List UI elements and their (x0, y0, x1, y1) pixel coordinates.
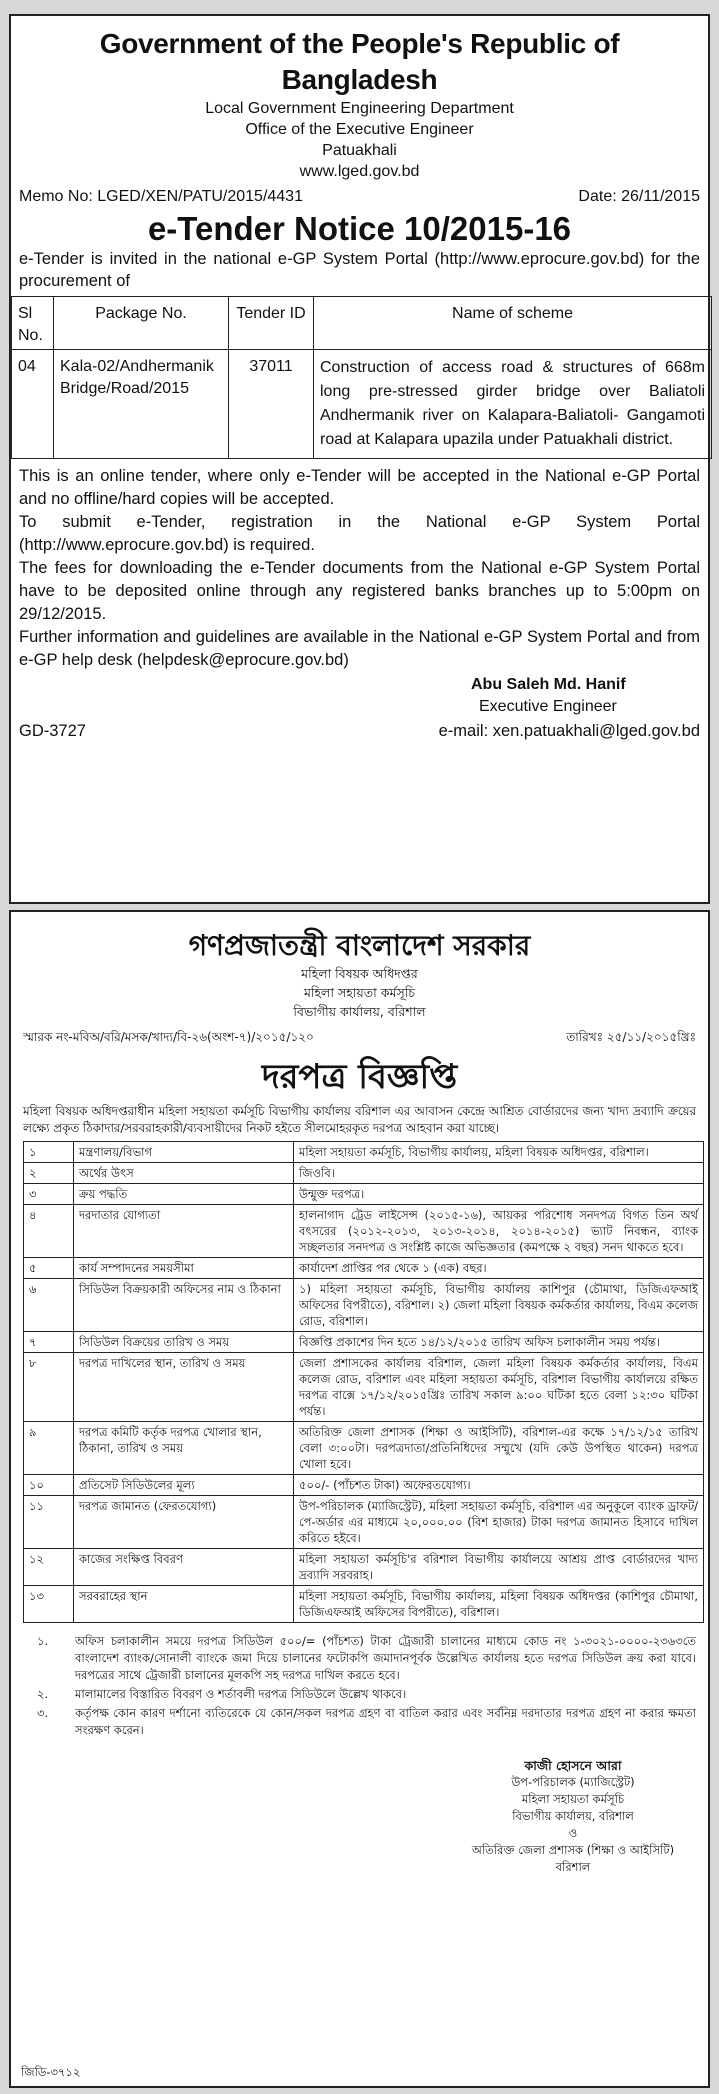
table-row (24, 1142, 704, 1163)
row-label: কার্য সম্পাদনের সময়সীমা (74, 1258, 294, 1279)
english-tender-notice (9, 14, 710, 904)
row-value: মহিলা সহায়তা কর্মসূচি, বিভাগীয় কার্যালয়, মহিলা বিষয়ক অধিদপ্তর (কাশিপুর চৌমাথা, ডিজিএফআই অফিসের বিপরীতে), বরিশাল। (294, 1586, 704, 1623)
row-label: প্রতিসেট সিডিউলের মূল্য (74, 1475, 294, 1496)
table-row (24, 1258, 704, 1279)
row-value: অতিরিক্ত জেলা প্রশাসক (শিক্ষা ও আইসিটি), বরিশাল-এর কক্ষে ১৭/১২/১৫ তারিখ বেলা ৩:০০টা। দরপত্রদাতা/প্রতিনিধিদের সম্মুখে (যদি কেউ উপস্থিত থাকেন) দরপত্র খোলা হবে। (294, 1422, 704, 1475)
notice-title: e-Tender Notice 10/2015-16 (147, 210, 572, 247)
header-sl: Sl No. (12, 297, 54, 350)
bn-adc: অতিরিক্ত জেলা প্রশাসক (শিক্ষা ও আইসিটি) (471, 1843, 675, 1857)
tender-table (11, 296, 712, 459)
row-value: মহিলা সহায়তা কর্মসূচি'র বরিশাল বিভাগীয় কার্যালয়ে আশ্রয় প্রাপ্ত বোর্ডারদের খাদ্য দ্রব্যাদি সরবরাহ। (294, 1549, 704, 1586)
memo-date: Date: 26/11/2015 (578, 188, 700, 205)
bn-program: মহিলা সহায়তা কর্মসূচি (303, 985, 416, 1000)
note-text: মালামালের বিস্তারিত বিবরণ ও শর্তাবলী দরপত্র সিডিউলে উল্লেখ থাকবে। (75, 1687, 407, 1701)
website: www.lged.gov.bd (299, 163, 420, 180)
row-label: দরপত্র দাখিলের স্থান, তারিখ ও সময় (74, 1353, 294, 1422)
row-number: ৭ (24, 1332, 74, 1353)
table-row (24, 1279, 704, 1332)
row-label: দরপত্র জামানত (ফেরতযোগ্য) (74, 1496, 294, 1549)
note-text: অফিস চলাকালীন সময়ে দরপত্র সিডিউল ৫০০/= (পাঁচশত) টাকা ট্রেজারী চালানের মাধ্যমে কোড নং ১-৩০২১-০০০০-২৩৬৩তে বাংলাদেশ ব্যাংক/সোনালী ব্যাংকে জমা দিয়ে চালানের ফটোকপি জমাদানপূর্বক উল্লেখিত কার্যালয় হতে দরপত্র সিডিউল ক্রয় করা যাবে। দরপত্রের সাথে ট্রেজারী চালানের মূলকপি সহ দরপত্র দাখিল করতে হবে। (75, 1634, 696, 1682)
bn-intro-text: মহিলা বিষয়ক অধিদপ্তরাধীন মহিলা সহায়তা কর্মসূচি বিভাগীয় কার্যালয় বরিশাল এর আবাসন কেন্দ্রে আশ্রিত বোর্ডারদের জন্য খাদ্য দ্রব্যাদি ক্রয়ের লক্ষ্যে প্রকৃত ঠিকাদার/সরবরাহকারী/ব্যবসায়ীদের নিকট হইতে সীলমোহরকৃত দরপত্র আহবান করা যাচ্ছে। (23, 1104, 696, 1135)
bn-and: ও (568, 1826, 578, 1840)
signer-name: Abu Saleh Md. Hanif (471, 676, 626, 693)
row-number: ১০ (24, 1475, 74, 1496)
row-number: ৫ (24, 1258, 74, 1279)
row-label: দরপত্র কমিটি কর্তৃক দরপত্র খোলার স্থান, ঠিকানা, তারিখ ও সময় (74, 1422, 294, 1475)
row-number: ১২ (24, 1549, 74, 1586)
signature-block (471, 674, 700, 718)
row-sl: 04 (12, 350, 54, 459)
bn-signer-program: মহিলা সহায়তা কর্মসূচি (521, 1792, 625, 1806)
department-name: Local Government Engineering Department (205, 100, 514, 117)
row-label: ক্রয় পদ্ধতি (74, 1184, 294, 1205)
row-value: জিওবি। (294, 1163, 704, 1184)
table-row (24, 1163, 704, 1184)
row-label: সরবরাহের স্থান (74, 1586, 294, 1623)
note-text: কর্তৃপক্ষ কোন কারণ দর্শানো ব্যতিরেকে যে কোন/সকল দরপত্র গ্রহণ বা বাতিল করার এবং সর্বনিম্ন দরদাতার দরপত্র গ্রহণ না করার ক্ষমতা সংরক্ষণ করেন। (75, 1706, 696, 1737)
list-item (23, 1705, 696, 1739)
bn-signer-office: বিভাগীয় কার্যালয়, বরিশাল (512, 1809, 634, 1823)
row-value: কার্যাদেশ প্রাপ্তির পর থেকে ১ (এক) বছর। (294, 1258, 704, 1279)
row-value: ১) মহিলা সহায়তা কর্মসূচি, বিভাগীয় কার্যালয় কাশিপুর (চৌমাথা, ডিজিএফআই অফিসের বিপরীতে), বরিশাল। ২) জেলা মহিলা বিষয়ক কর্মকর্তার কার্যালয়, বিএম কলেজ রোড, বরিশাল। (294, 1279, 704, 1332)
header-scheme: Name of scheme (314, 297, 712, 350)
bn-office: বিভাগীয় কার্যালয়, বরিশাল (293, 1004, 426, 1019)
list-item (23, 1633, 696, 1684)
table-row (24, 1549, 704, 1586)
row-value: বিজ্ঞপ্তি প্রকাশের দিন হতে ১৪/১২/২০১৫ তারিখ অফিস চলাকালীন সময় পর্যন্ত। (294, 1332, 704, 1353)
table-row (12, 350, 712, 459)
memo-number: Memo No: LGED/XEN/PATU/2015/4431 (19, 188, 303, 205)
row-value: হালনাগাদ ট্রেড লাইসেন্স (২০১৫-১৬), আয়কর পরিশোধ সনদপত্র বিগত তিন অর্থ বৎসরের (২০১২-২০১৩, ২০১৩-২০১৪, ২০১৪-২০১৫) ভ্যাট নিবন্ধন, ব্যাংক সচ্ছলতার সনদপত্র ও সংশ্লিষ্ট কাজে অভিজ্ঞতার (কমপক্ষে ২ বছর) সনদ থাকতে হবে। (294, 1205, 704, 1258)
bn-notes (23, 1633, 696, 1739)
bn-details-table (23, 1141, 704, 1623)
row-number: ৮ (24, 1353, 74, 1422)
bn-adc-place: বরিশাল (555, 1860, 591, 1874)
bn-department: মহিলা বিষয়ক অধিদপ্তর (301, 966, 418, 981)
table-row (24, 1475, 704, 1496)
header-tender-id: Tender ID (229, 297, 314, 350)
row-label: সিডিউল বিক্রয়ের তারিখ ও সময় (74, 1332, 294, 1353)
bn-memo-number: স্মারক নং-মবিঅ/বরি/মসক/খাদ্য/বি-২৬(অংশ-৭)/২০১৫/১২০ (23, 1030, 314, 1044)
row-package: Kala-02/Andhermanik Bridge/Road/2015 (54, 350, 229, 459)
district-name: Patuakhali (322, 142, 397, 159)
row-label: দরদাতার যোগ্যতা (74, 1205, 294, 1258)
row-value: উন্মুক্ত দরপত্র। (294, 1184, 704, 1205)
bn-memo-row (23, 1029, 696, 1045)
row-number: ২ (24, 1163, 74, 1184)
note-number: ২. (37, 1687, 49, 1701)
note-number: ৩. (37, 1706, 49, 1720)
row-label: অর্থের উৎস (74, 1163, 294, 1184)
table-row (24, 1586, 704, 1623)
bn-signer-name: কাজী হোসনে আরা (524, 1758, 622, 1773)
table-header-row (12, 297, 712, 350)
row-label: কাজের সংক্ষিপ্ত বিবরণ (74, 1549, 294, 1586)
row-value: ৫০০/- (পাঁচশত টাকা) অফেরতযোগ্য। (294, 1475, 704, 1496)
bn-signer-title: উপ-পরিচালক (ম্যাজিস্ট্রেট) (511, 1775, 635, 1789)
header-package: Package No. (54, 297, 229, 350)
row-value: মহিলা সহায়তা কর্মসূচি, বিভাগীয় কার্যালয়, মহিলা বিষয়ক অধিদপ্তর, বরিশাল। (294, 1142, 704, 1163)
signer-title: Executive Engineer (479, 698, 617, 715)
office-name: Office of the Executive Engineer (245, 121, 474, 138)
para-further-info: Further information and guidelines are available in the National e-GP System Portal and from e-GP help desk (helpdesk@eprocure.gov.bd) (19, 628, 700, 669)
table-row (24, 1353, 704, 1422)
footer-row (19, 720, 700, 742)
table-row (24, 1496, 704, 1549)
intro-text: e-Tender is invited in the national e-GP System Portal (http://www.eprocure.gov.bd) for the procurement of (19, 250, 700, 290)
note-number: ১. (37, 1634, 49, 1648)
contact-email: e-mail: xen.patuakhali@lged.gov.bd (438, 722, 700, 740)
row-value: জেলা প্রশাসকের কার্যালয় বরিশাল, জেলা মহিলা বিষয়ক কর্মকর্তার কার্যালয়, বিএম কলেজ রোড, বরিশাল এবং মহিলা সহায়তা কর্মসূচি, বরিশাল বিভাগীয় কার্যালয়ে রক্ষিত দরপত্র বাক্সে ১৭/১২/২০১৫খ্রিঃ তারিখ সকাল ৯:০০ ঘটিকা হতে বেলা ১২:৩০ ঘটিকা পর্যন্ত। (294, 1353, 704, 1422)
para-online-tender: This is an online tender, where only e-Tender will be accepted in the National e-GP Portal and no offline/hard copies will be accepted. (19, 467, 700, 508)
table-row (24, 1332, 704, 1353)
bn-signature-block (443, 1757, 703, 1876)
row-number: ৯ (24, 1422, 74, 1475)
row-label: সিডিউল বিক্রয়কারী অফিসের নাম ও ঠিকানা (74, 1279, 294, 1332)
bn-gd-number: জিডি-৩৭১২ (21, 2065, 81, 2079)
para-registration: To submit e-Tender, registration in the National e-GP System Portal (http://www.eprocure.gov.bd) is required. (19, 513, 700, 554)
table-row (24, 1184, 704, 1205)
bn-memo-date: তারিখঃ ২৫/১১/২০১৫খ্রিঃ (566, 1030, 696, 1044)
table-row (24, 1205, 704, 1258)
bangla-tender-notice (9, 910, 710, 2088)
para-fees: The fees for downloading the e-Tender documents from the National e-GP System Portal have to be deposited online through any registered banks branches up to 5:00pm on 29/12/2015. (19, 559, 700, 623)
row-number: ১ (24, 1142, 74, 1163)
row-scheme: Construction of access road & structures of 668m long pre-stressed girder bridge over Baliatoli Andhermanik river on Kalapara-Baliatoli- Gangamoti road at Kalapara upazila under Patuakhali district. (314, 350, 712, 459)
list-item (23, 1686, 696, 1703)
row-number: ৩ (24, 1184, 74, 1205)
row-number: ১৩ (24, 1586, 74, 1623)
bn-government-title: গণপ্রজাতন্ত্রী বাংলাদেশ সরকার (188, 929, 531, 962)
table-row (24, 1422, 704, 1475)
row-tender-id: 37011 (229, 350, 314, 459)
row-value: উপ-পরিচালক (ম্যাজিস্ট্রেট), মহিলা সহায়তা কর্মসূচি, বরিশাল এর অনুকূলে ব্যাংক ড্রাফট/পে-অর্ডার এর মাধ্যমে ২০,০০০.০০ (বিশ হাজার) টাকা দরপত্র জামানত হিসাবে দাখিল করিতে হইবে। (294, 1496, 704, 1549)
row-number: ১১ (24, 1496, 74, 1549)
row-label: মন্ত্রণালয়/বিভাগ (74, 1142, 294, 1163)
memo-row (19, 186, 700, 208)
government-title: Government of the People's Republic of Bangladesh (99, 28, 620, 95)
bn-notice-title: দরপত্র বিজ্ঞপ্তি (261, 1057, 458, 1097)
row-number: ৪ (24, 1205, 74, 1258)
gd-number: GD-3727 (19, 722, 86, 740)
row-number: ৬ (24, 1279, 74, 1332)
